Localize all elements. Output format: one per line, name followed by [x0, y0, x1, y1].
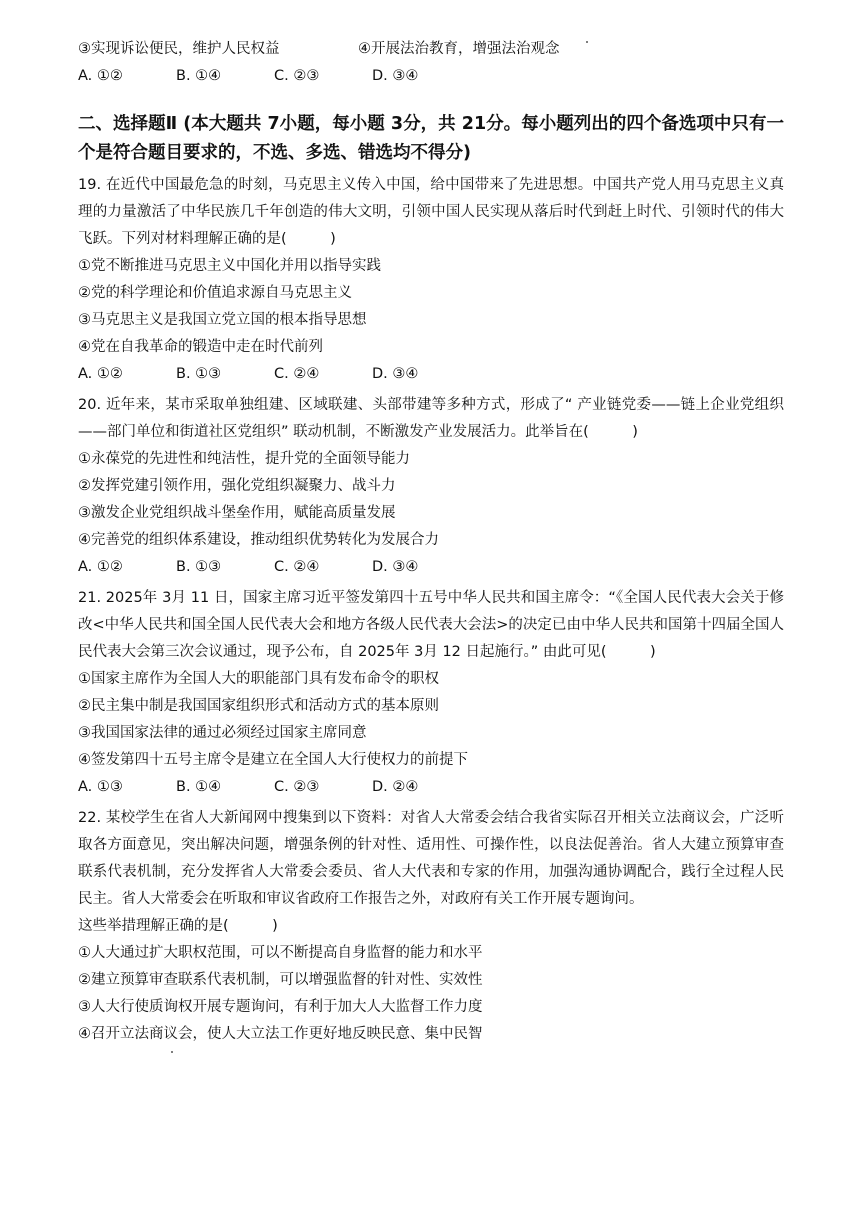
statement-4: ④签发第四十五号主席令是建立在全国人大行使权力的前提下: [78, 752, 468, 768]
statement-1: ①国家主席作为全国人大的职能部门具有发布命令的职权: [78, 671, 439, 687]
statement-2: ②党的科学理论和价值追求源自马克思主义: [78, 285, 352, 301]
statement-1: ①永葆党的先进性和纯洁性，提升党的全面领导能力: [78, 451, 410, 467]
choice-b: B. ①④: [176, 68, 222, 84]
choice-d: D. ③④: [372, 68, 419, 84]
question-19: [78, 172, 784, 388]
statement-1: ①人大通过扩大职权范围，可以不断提高自身监督的能力和水平: [78, 945, 483, 961]
question-stem: 21. 2025年 3月 11 日，国家主席习近平签发第四十五号中华人民共和国主席令：“《全国人民代表大会关于修改<中华人民共和国全国人民代表大会和地方各级人民代表大会法>的决定已由中华人民共和国第十四届全国人民代表大会第三次会议通过，现予公布，自 2025年 3月 12 日起施行。” 由此可见( ): [78, 590, 784, 660]
option-4: ④开展法治教育，增强法治观念: [358, 41, 560, 57]
choice-c: C. ②③: [274, 68, 320, 84]
statement-1: ①党不断推进马克思主义中国化并用以指导实践: [78, 258, 381, 274]
question-ask: 这些举措理解正确的是( ): [78, 918, 278, 934]
question-stem: 20. 近年来，某市采取单独组建、区域联建、头部带建等多种方式，形成了“ 产业链党委——链上企业党组织——部门单位和街道社区党组织” 联动机制，不断激发产业发展活力。此举旨在( ): [78, 397, 784, 440]
statement-3: ③马克思主义是我国立党立国的根本指导思想: [78, 312, 367, 328]
choice-d: D. ②④: [372, 779, 419, 795]
choice-c: C. ②③: [274, 779, 320, 795]
choice-a: A. ①③: [78, 779, 123, 795]
question-stem: 22. 某校学生在省人大新闻网中搜集到以下资料：对省人大常委会结合我省实际召开相关立法商议会，广泛听取各方面意见，突出解决问题，增强条例的针对性、适用性、可操作性，以良法促善治。省人大建立预算审查联系代表机制，充分发挥省人大常委会委员、省人大代表和专家的作用，加强沟通协调配合，践行全过程人民民主。省人大常委会在听取和审议省政府工作报告之外，对政府有关工作开展专题询问。: [78, 810, 784, 907]
question-22: [78, 805, 784, 1048]
statement-3: ③我国国家法律的通过必须经过国家主席同意: [78, 725, 367, 741]
choice-a: A. ①②: [78, 68, 123, 84]
section-title: 二、选择题Ⅱ (本大题共 7小题，每小题 3分，共 21分。每小题列出的四个备选项中只有一个是符合题目要求的，不选、多选、错选均不得分): [78, 114, 784, 163]
answer-choices: [78, 361, 784, 388]
choice-d: D. ③④: [372, 366, 419, 382]
statement-3: ③激发企业党组织战斗堡垒作用，赋能高质量发展: [78, 505, 396, 521]
choice-b: B. ①③: [176, 559, 222, 575]
prev-question-choices: [78, 63, 784, 90]
option-3: ③实现诉讼便民，维护人民权益: [78, 41, 280, 57]
choice-a: A. ①②: [78, 559, 123, 575]
statement-4: ④召开立法商议会，使人大立法工作更好地反映民意、集中民智: [78, 1026, 483, 1042]
answer-choices: [78, 554, 784, 581]
statement-3: ③人大行使质询权开展专题询问，有利于加大人大监督工作力度: [78, 999, 483, 1015]
scan-speck: [586, 41, 588, 43]
choice-c: C. ②④: [274, 366, 320, 382]
choice-c: C. ②④: [274, 559, 320, 575]
prev-question-options: [78, 36, 784, 63]
choice-a: A. ①②: [78, 366, 123, 382]
choice-d: D. ③④: [372, 559, 419, 575]
scan-speck: [171, 1051, 173, 1053]
answer-choices: [78, 774, 784, 801]
choice-b: B. ①③: [176, 366, 222, 382]
choice-b: B. ①④: [176, 779, 222, 795]
statement-2: ②建立预算审查联系代表机制，可以增强监督的针对性、实效性: [78, 972, 483, 988]
statement-2: ②民主集中制是我国国家组织形式和活动方式的基本原则: [78, 698, 439, 714]
statement-2: ②发挥党建引领作用，强化党组织凝聚力、战斗力: [78, 478, 396, 494]
question-20: [78, 392, 784, 581]
question-21: [78, 585, 784, 801]
statement-4: ④完善党的组织体系建设，推动组织优势转化为发展合力: [78, 532, 439, 548]
question-stem: 19. 在近代中国最危急的时刻，马克思主义传入中国，给中国带来了先进思想。中国共产党人用马克思主义真理的力量激活了中华民族几千年创造的伟大文明，引领中国人民实现从落后时代到赶上时代、引领时代的伟大飞跃。下列对材料理解正确的是( ): [78, 177, 784, 247]
statement-4: ④党在自我革命的锻造中走在时代前列: [78, 339, 323, 355]
exam-page: [78, 36, 784, 1048]
